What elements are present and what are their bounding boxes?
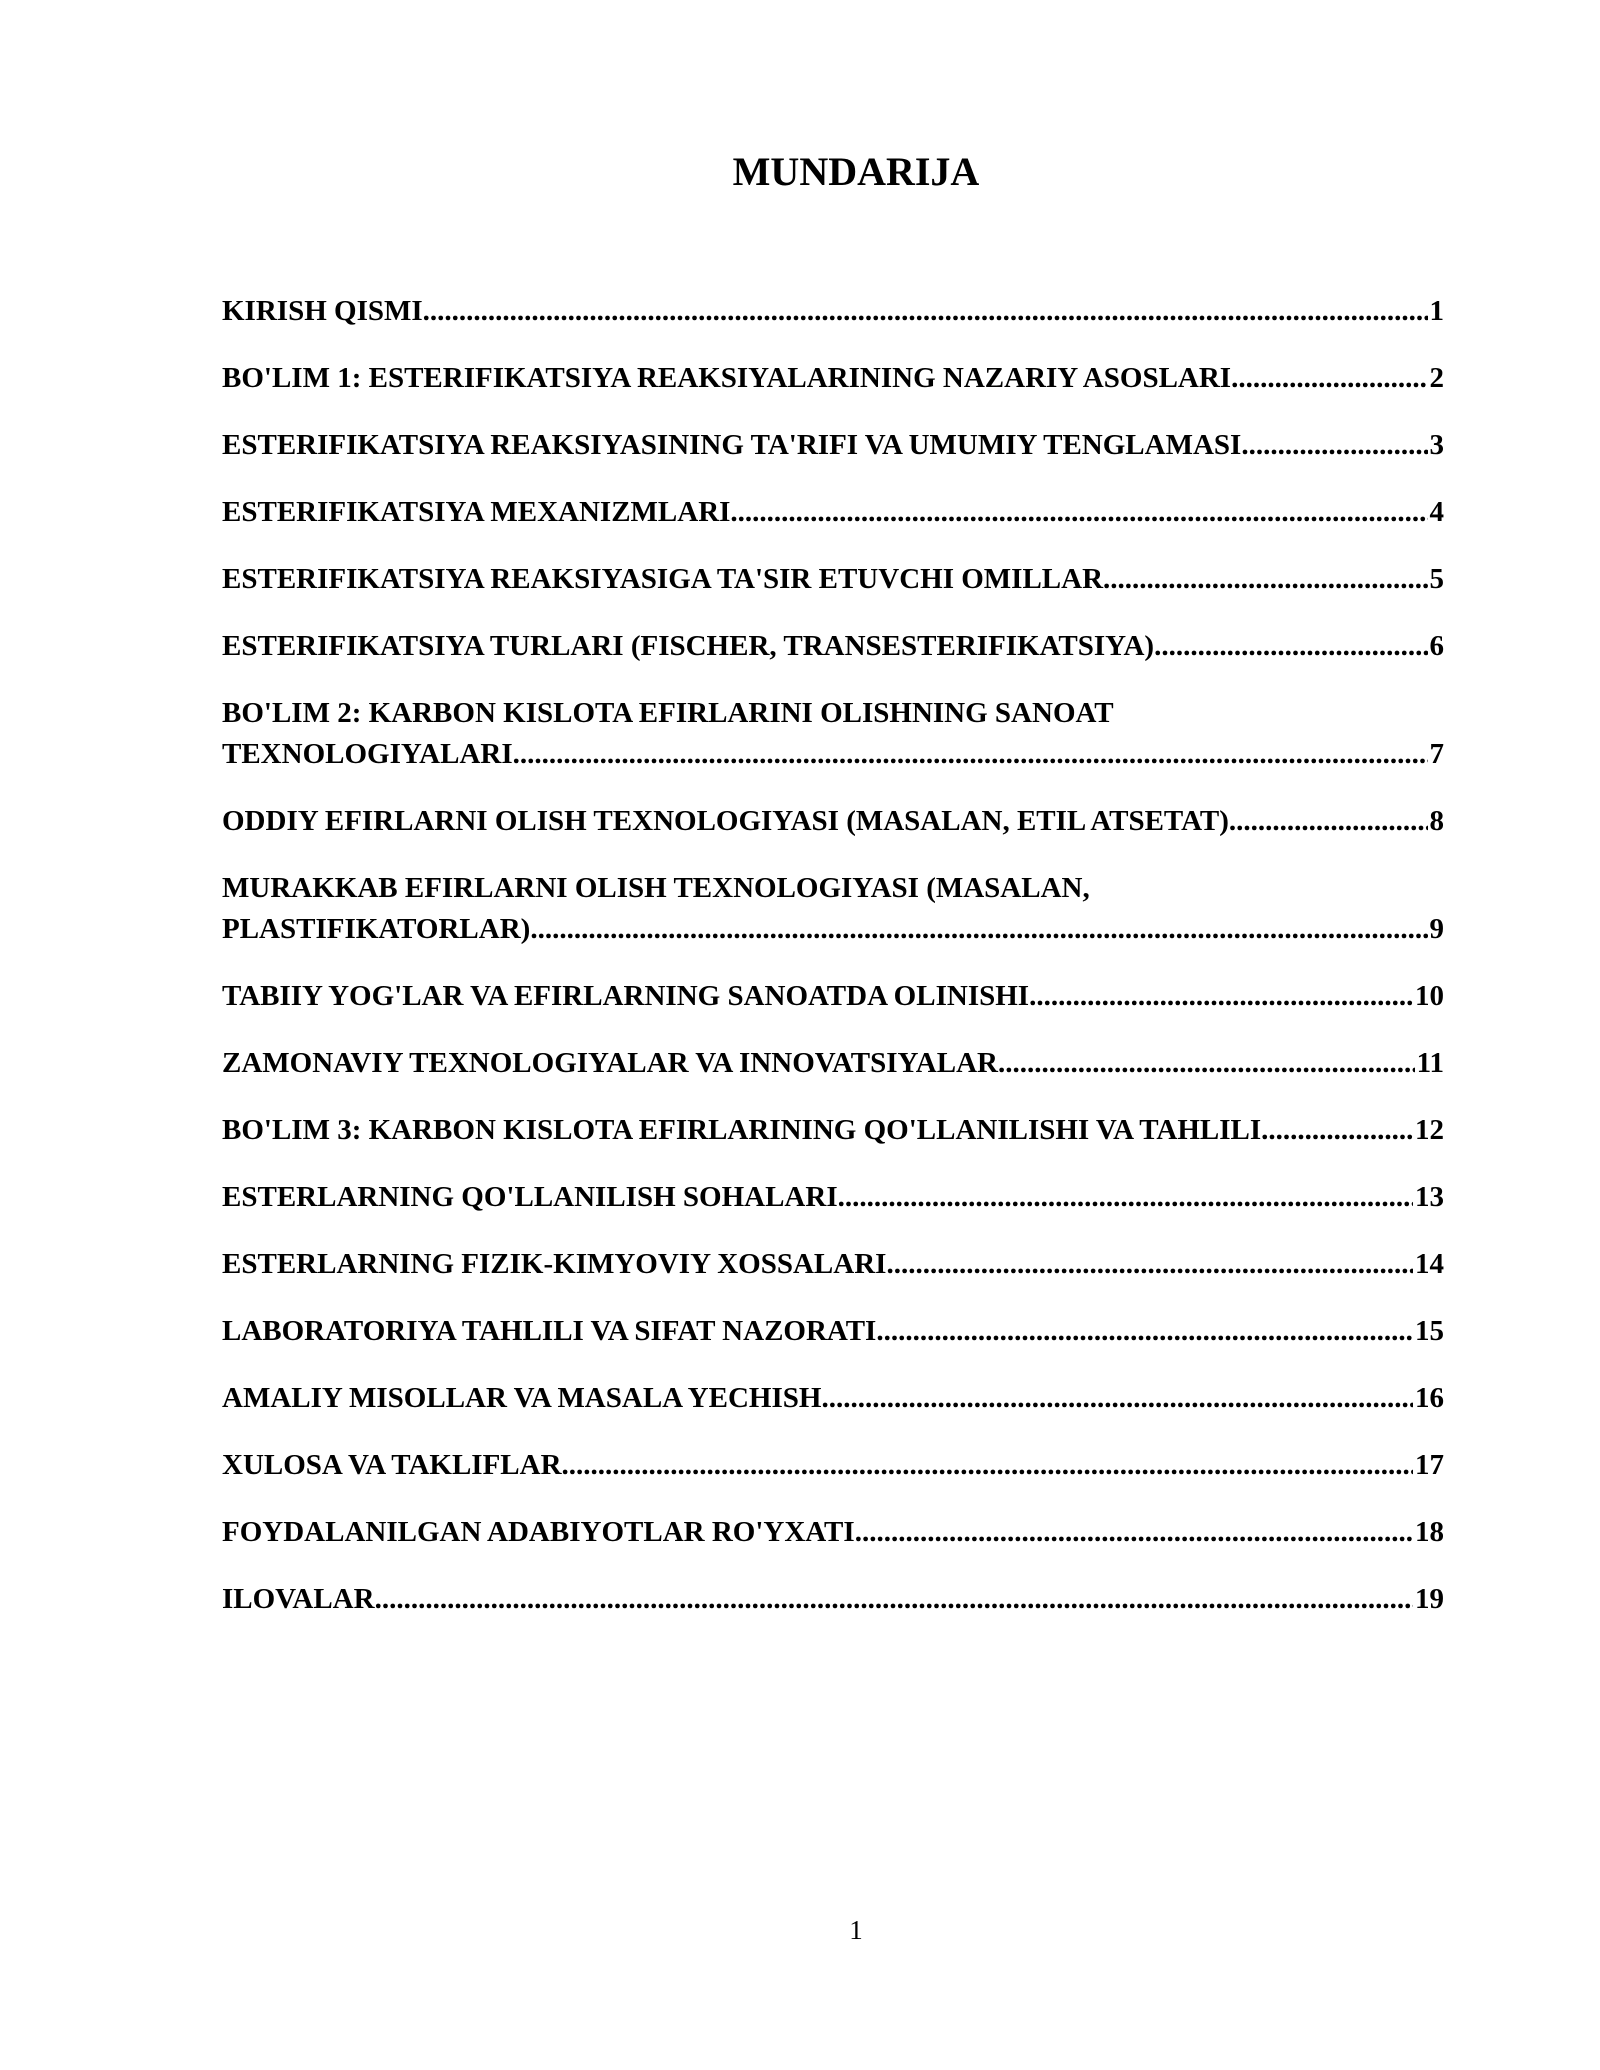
toc-leader-dots [730, 492, 1427, 533]
toc-leader-dots [1103, 559, 1427, 600]
toc-entry[interactable] [222, 1445, 1444, 1486]
toc-entry[interactable] [222, 1311, 1444, 1352]
toc-entry-title: ESTERIFIKATSIYA MEXANIZMLARI [222, 496, 731, 528]
toc-entry-title: KIRISH QISMI [222, 295, 423, 327]
toc-entry-title: ESTERLARNING QO'LLANILISH SOHALARI [222, 1181, 838, 1213]
toc-entry-page: 9 [1429, 913, 1444, 945]
table-of-contents [222, 291, 1444, 1646]
toc-entry-title: ILOVALAR [222, 1583, 375, 1615]
toc-entry-title: ZAMONAVIY TEXNOLOGIYALAR VA INNOVATSIYALAR [222, 1047, 998, 1079]
toc-entry[interactable] [222, 801, 1444, 842]
toc-entry-page: 10 [1415, 980, 1444, 1012]
toc-entry[interactable] [222, 559, 1444, 600]
toc-entry[interactable] [222, 868, 1444, 950]
toc-entry-page: 3 [1429, 429, 1444, 461]
toc-entry-lead: BO'LIM 2: KARBON KISLOTA EFIRLARINI OLISHNING SANOAT [222, 697, 1114, 729]
toc-entry[interactable] [222, 1043, 1444, 1084]
toc-entry-page: 17 [1415, 1449, 1444, 1481]
toc-entry-page: 7 [1429, 738, 1444, 770]
toc-entry-page: 11 [1416, 1047, 1444, 1079]
toc-entry-page: 8 [1429, 805, 1444, 837]
toc-leader-dots [375, 1579, 1413, 1620]
toc-leader-dots [821, 1378, 1413, 1419]
toc-entry-page: 2 [1429, 362, 1444, 394]
toc-entry[interactable] [222, 1244, 1444, 1285]
page-title: MUNDARIJA [732, 149, 980, 194]
toc-entry-page: 12 [1415, 1114, 1444, 1146]
toc-entry[interactable] [222, 976, 1444, 1017]
toc-entry-title: AMALIY MISOLLAR VA MASALA YECHISH [222, 1382, 822, 1414]
toc-leader-dots [876, 1311, 1413, 1352]
toc-leader-dots [1231, 358, 1427, 399]
toc-entry-title: TEXNOLOGIYALARI [222, 738, 513, 770]
page-number: 1 [849, 1915, 863, 1945]
toc-entry-title: ODDIY EFIRLARNI OLISH TEXNOLOGIYASI (MASALAN, ETIL ATSETAT) [222, 805, 1229, 837]
toc-entry-title: BO'LIM 3: KARBON KISLOTA EFIRLARINING QO'LLANILISHI VA TAHLILI [222, 1114, 1262, 1146]
toc-leader-dots [530, 909, 1427, 950]
toc-entry-title: TABIIY YOG'LAR VA EFIRLARNING SANOATDA OLINISHI [222, 980, 1030, 1012]
toc-leader-dots [423, 291, 1428, 332]
toc-leader-dots [1154, 626, 1427, 667]
toc-entry[interactable] [222, 1110, 1444, 1151]
toc-leader-dots [1029, 976, 1413, 1017]
toc-leader-dots [1229, 801, 1428, 842]
toc-leader-dots [855, 1512, 1413, 1553]
toc-entry-page: 4 [1429, 496, 1444, 528]
toc-leader-dots [1241, 425, 1427, 466]
toc-entry-page: 14 [1415, 1248, 1444, 1280]
toc-entry-page: 13 [1415, 1181, 1444, 1213]
toc-entry-page: 6 [1429, 630, 1444, 662]
toc-entry-title: FOYDALANILGAN ADABIYOTLAR RO'YXATI [222, 1516, 855, 1548]
toc-entry[interactable] [222, 1378, 1444, 1419]
toc-entry[interactable] [222, 1579, 1444, 1620]
toc-leader-dots [838, 1177, 1413, 1218]
toc-entry-title: PLASTIFIKATORLAR) [222, 913, 531, 945]
toc-entry-title: ESTERLARNING FIZIK-KIMYOVIY XOSSALARI [222, 1248, 887, 1280]
toc-entry-page: 1 [1429, 295, 1444, 327]
toc-entry-title: LABORATORIYA TAHLILI VA SIFAT NAZORATI [222, 1315, 877, 1347]
toc-entry-page: 5 [1429, 563, 1444, 595]
toc-leader-dots [562, 1445, 1413, 1486]
toc-leader-dots [1261, 1110, 1413, 1151]
toc-entry[interactable] [222, 425, 1444, 466]
toc-entry[interactable] [222, 693, 1444, 775]
toc-leader-dots [998, 1043, 1415, 1084]
toc-entry[interactable] [222, 1177, 1444, 1218]
toc-leader-dots [513, 734, 1428, 775]
toc-entry-page: 19 [1415, 1583, 1444, 1615]
toc-entry[interactable] [222, 1512, 1444, 1553]
toc-entry-page: 16 [1415, 1382, 1444, 1414]
toc-entry-page: 15 [1415, 1315, 1444, 1347]
toc-entry[interactable] [222, 291, 1444, 332]
toc-entry-title: ESTERIFIKATSIYA REAKSIYASINING TA'RIFI VA UMUMIY TENGLAMASI [222, 429, 1242, 461]
toc-leader-dots [886, 1244, 1413, 1285]
toc-entry-title: XULOSA VA TAKLIFLAR [222, 1449, 562, 1481]
toc-entry[interactable] [222, 358, 1444, 399]
toc-entry[interactable] [222, 626, 1444, 667]
toc-entry-title: BO'LIM 1: ESTERIFIKATSIYA REAKSIYALARINING NAZARIY ASOSLARI [222, 362, 1232, 394]
toc-entry-title: ESTERIFIKATSIYA TURLARI (FISCHER, TRANSESTERIFIKATSIYA) [222, 630, 1155, 662]
toc-entry[interactable] [222, 492, 1444, 533]
toc-entry-page: 18 [1415, 1516, 1444, 1548]
toc-entry-title: ESTERIFIKATSIYA REAKSIYASIGA TA'SIR ETUVCHI OMILLAR [222, 563, 1104, 595]
toc-entry-lead: MURAKKAB EFIRLARNI OLISH TEXNOLOGIYASI (MASALAN, [222, 872, 1090, 904]
